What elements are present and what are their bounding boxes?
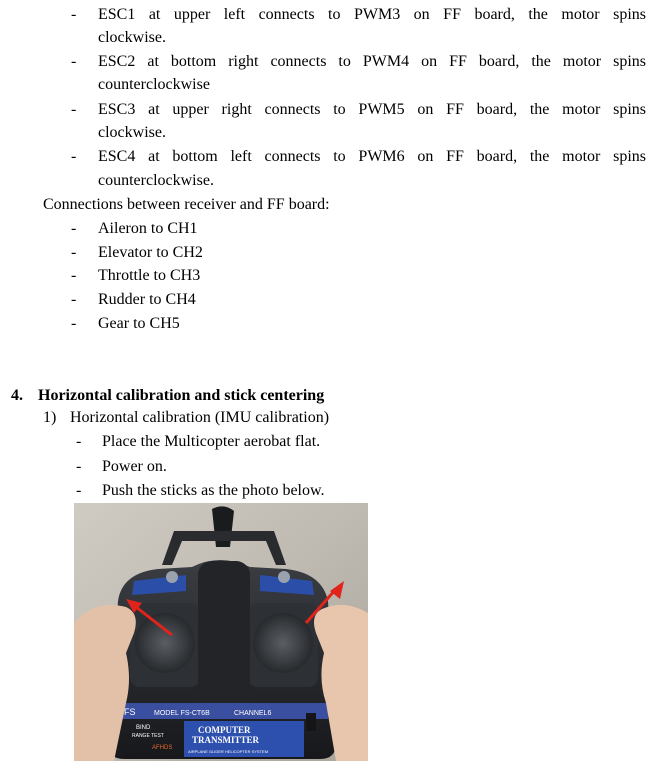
list-item: Push the sticks as the photo below. [102,482,325,499]
list-bullet: - [71,291,77,308]
computer-label: COMPUTER [198,725,251,735]
left-switch [166,571,178,583]
list-item: Throttle to CH3 [98,267,201,284]
bind-label: BIND [136,725,151,731]
list-bullet: - [71,148,77,165]
right-gimbal [253,613,313,673]
range-label: RANGE TEST [132,733,164,739]
model-strip [118,703,328,719]
list-bullet: - [71,267,77,284]
power-switch [306,713,316,731]
section-number: 4. [11,387,23,404]
list-item: Elevator to CH2 [98,244,203,261]
esc1-text-cont: clockwise. [98,29,166,46]
right-switch [278,571,290,583]
channel-label: CHANNEL6 [234,710,272,717]
list-item: Power on. [102,458,167,475]
list-bullet: - [71,244,77,261]
esc3-text-cont: clockwise. [98,124,166,141]
left-gimbal [135,613,195,673]
afhds-label: AFHDS [152,745,173,751]
esc1-text: ESC1 at upper left connects to PWM3 on FF board, the motor spins [98,6,646,23]
list-bullet: - [71,101,77,118]
list-item: Place the Multicopter aerobat flat. [102,433,321,450]
list-bullet: - [71,6,77,23]
transmitter-label: TRANSMITTER [192,735,260,745]
subsection-title: Horizontal calibration (IMU calibration) [70,409,330,426]
esc4-text: ESC4 at bottom left connects to PWM6 on FF board, the motor spins [98,148,646,165]
system-label: AIRPLANE GLIDER HELICOPTER SYSTEM [188,749,269,754]
section-title: Horizontal calibration and stick centering [38,387,325,404]
esc2-text-cont: counterclockwise [98,76,210,93]
esc4-text-cont: counterclockwise. [98,172,214,189]
list-bullet: - [76,458,82,475]
center-module [198,561,250,711]
list-item: Gear to CH5 [98,315,180,332]
list-item: Aileron to CH1 [98,220,198,237]
model-label: MODEL FS-CT6B [154,710,210,717]
esc3-text: ESC3 at upper right connects to PWM5 on FF board, the motor spins [98,101,646,118]
list-bullet: - [71,53,77,70]
brand-label: FS [124,707,136,717]
list-bullet: - [76,482,82,499]
receiver-heading: Connections between receiver and FF board: [43,196,330,213]
list-item: Rudder to CH4 [98,291,196,308]
subsection-number: 1) [43,409,57,426]
list-bullet: - [71,315,77,332]
list-bullet: - [71,220,77,237]
list-bullet: - [76,433,82,450]
esc2-text: ESC2 at bottom right connects to PWM4 on FF board, the motor spins [98,53,646,70]
transmitter-photo [74,503,368,761]
